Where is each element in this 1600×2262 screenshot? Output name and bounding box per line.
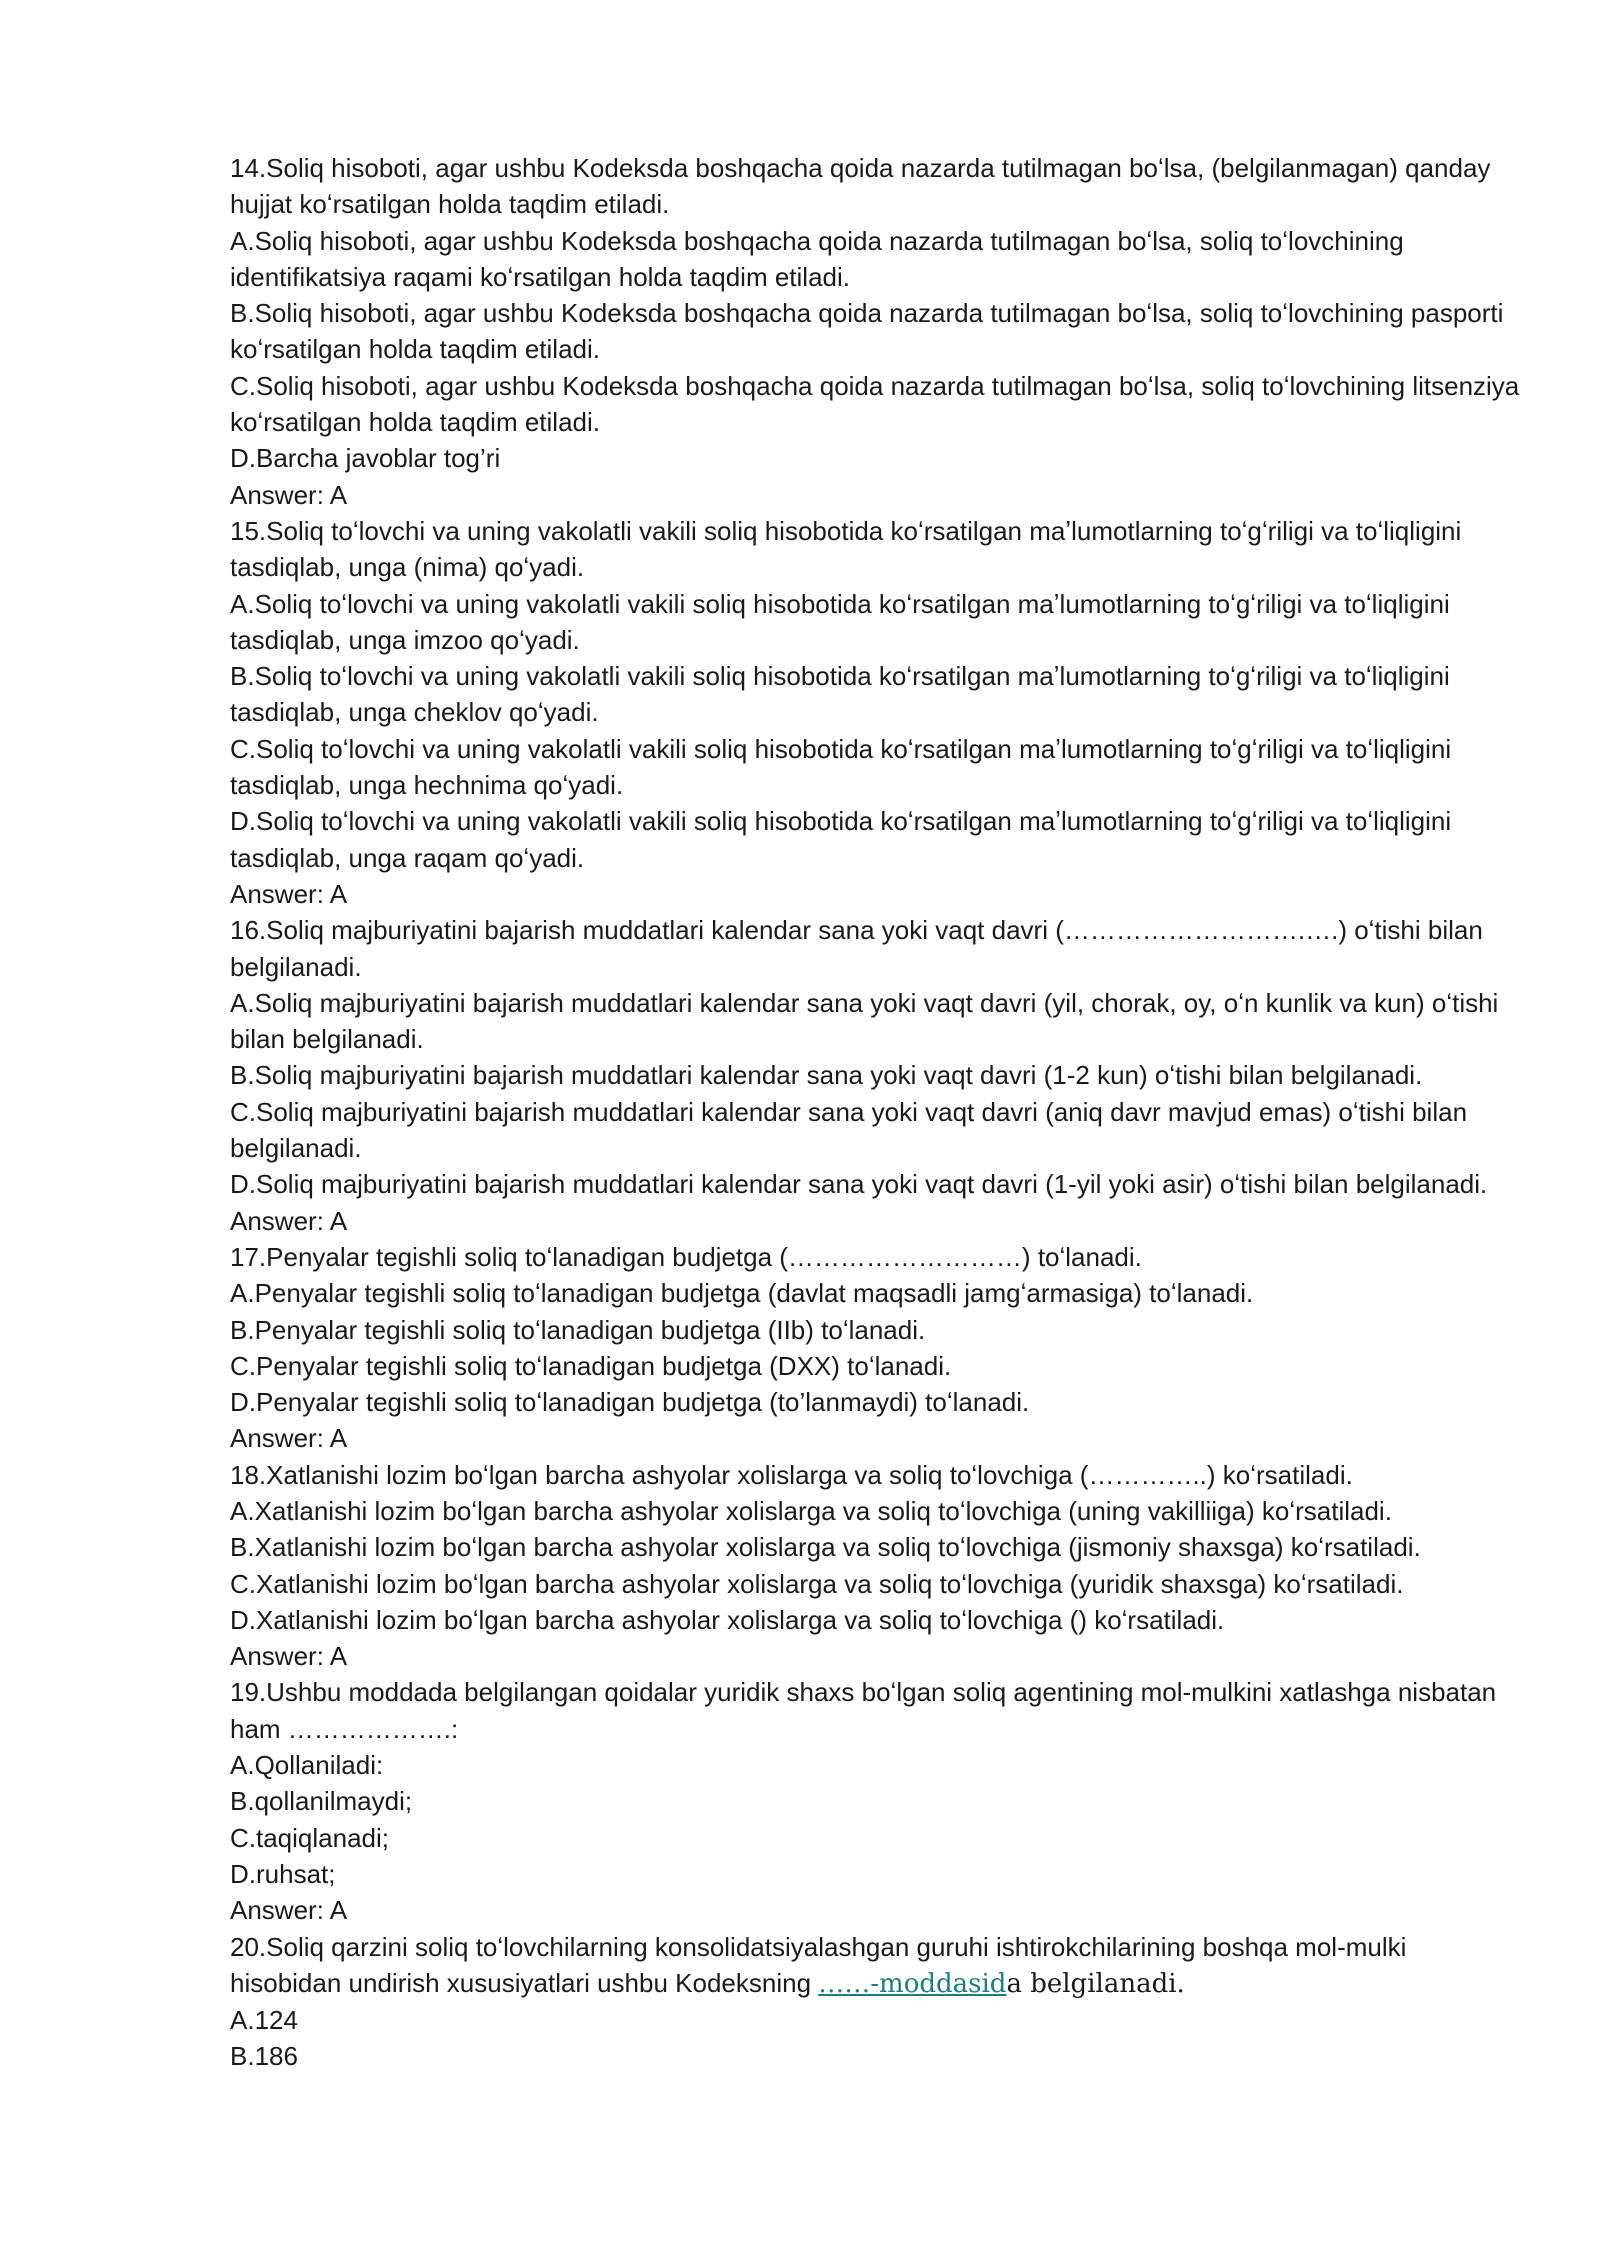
question-block-18 xyxy=(230,1457,1520,1675)
option-c: C.taqiqlanadi; xyxy=(230,1822,389,1853)
option-a: A.124 xyxy=(230,2005,298,2036)
option-d: D.Barcha javoblar tog’ri xyxy=(230,443,501,474)
question-block-17 xyxy=(230,1239,1520,1457)
document-page xyxy=(230,150,1520,2075)
answer: Answer: A xyxy=(230,878,348,909)
option-d: D.ruhsat; xyxy=(230,1858,336,1889)
option-a: A.Soliq majburiyatini bajarish muddatlari kalendar sana yoki vaqt davri (yil, chorak, oy, oʻn kunlik va kun) oʻtishi bilan belgilanadi. xyxy=(230,987,1499,1055)
option-a: A.Soliq hisoboti, agar ushbu Kodeksda boshqacha qoida nazarda tutilmagan boʻlsa, soliq toʻlovchining identifikatsiya raqami koʻrsatilgan holda taqdim etiladi. xyxy=(230,225,1404,292)
option-b: B.Penyalar tegishli soliq toʻlanadigan budjetga (IIb) toʻlanadi. xyxy=(230,1314,926,1345)
question-text: 14.Soliq hisoboti, agar ushbu Kodeksda boshqacha qoida nazarda tutilmagan boʻlsa, (belgilanmagan) qanday hujjat koʻrsatilgan holda taqdim etiladi. xyxy=(230,153,1491,220)
answer: Answer: A xyxy=(230,1641,348,1672)
option-a: A.Soliq toʻlovchi va uning vakolatli vakili soliq hisobotida koʻrsatilgan maʼlumotlarning toʻgʻriligi va toʻliqligini tasdiqlab, unga imzoo qoʻyadi. xyxy=(230,588,1450,655)
question-text-end: a belgilanadi. xyxy=(1006,1968,1185,1999)
question-text: 16.Soliq majburiyatini bajarish muddatlari kalendar sana yoki vaqt davri (……………………….….) oʻtishi bilan belgilanadi. xyxy=(230,915,1483,982)
answer: Answer: A xyxy=(230,479,348,510)
question-text xyxy=(230,1929,1520,2003)
option-b: B.qollanilmaydi; xyxy=(230,1786,413,1817)
question-block-19 xyxy=(230,1674,1520,1928)
option-d: D.Penyalar tegishli soliq toʻlanadigan budjetga (to’lanmaydi) toʻlanadi. xyxy=(230,1387,1030,1418)
question-text: 17.Penyalar tegishli soliq toʻlanadigan budjetga (………………………) toʻlanadi. xyxy=(230,1241,1142,1272)
question-block-15 xyxy=(230,513,1520,912)
option-c: C.Soliq hisoboti, agar ushbu Kodeksda boshqacha qoida nazarda tutilmagan boʻlsa, soliq toʻlovchining litsenziya koʻrsatilgan holda taqdim etiladi. xyxy=(230,370,1520,438)
option-c: C.Penyalar tegishli soliq toʻlanadigan budjetga (DXX) toʻlanadi. xyxy=(230,1350,952,1381)
question-text: 19.Ushbu moddada belgilangan qoidalar yuridik shaxs boʻlgan soliq agentining mol-mulkini xatlashga nisbatan ham ……………….: xyxy=(230,1677,1497,1744)
option-b: B.Soliq majburiyatini bajarish muddatlari kalendar sana yoki vaqt davri (1-2 kun) oʻtishi bilan belgilanadi. xyxy=(230,1060,1423,1091)
question-block-14 xyxy=(230,150,1520,513)
option-d: D.Soliq majburiyatini bajarish muddatlari kalendar sana yoki vaqt davri (1-yil yoki asir) oʻtishi bilan belgilanadi. xyxy=(230,1169,1488,1200)
question-text: 15.Soliq toʻlovchi va uning vakolatli vakili soliq hisobotida koʻrsatilgan maʼlumotlarning toʻgʻriligi va toʻliqligini tasdiqlab, unga (nima) qoʻyadi. xyxy=(230,515,1462,583)
question-block-20 xyxy=(230,1929,1520,2075)
option-c: C.Soliq majburiyatini bajarish muddatlari kalendar sana yoki vaqt davri (aniq davr mavjud emas) oʻtishi bilan belgilanadi. xyxy=(230,1096,1468,1164)
option-a: A.Penyalar tegishli soliq toʻlanadigan budjetga (davlat maqsadli jamgʻarmasiga) toʻlanadi. xyxy=(230,1278,1254,1309)
option-b: B.Soliq toʻlovchi va uning vakolatli vakili soliq hisobotida koʻrsatilgan maʼlumotlarning toʻgʻriligi va toʻliqligini tasdiqlab, unga cheklov qoʻyadi. xyxy=(230,661,1450,728)
option-b: B.Xatlanishi lozim boʻlgan barcha ashyolar xolislarga va soliq toʻlovchiga (jismoniy shaxsga) koʻrsatiladi. xyxy=(230,1532,1421,1563)
question-text: 18.Xatlanishi lozim boʻlgan barcha ashyolar xolislarga va soliq toʻlovchiga (…………..) koʻrsatiladi. xyxy=(230,1459,1353,1490)
option-b: B.Soliq hisoboti, agar ushbu Kodeksda boshqacha qoida nazarda tutilmagan boʻlsa, soliq toʻlovchining pasporti koʻrsatilgan holda taqdim etiladi. xyxy=(230,298,1504,365)
answer: Answer: A xyxy=(230,1895,348,1926)
option-c: C.Xatlanishi lozim boʻlgan barcha ashyolar xolislarga va soliq toʻlovchiga (yuridik shaxsga) koʻrsatiladi. xyxy=(230,1568,1404,1599)
answer: Answer: A xyxy=(230,1423,348,1454)
option-b: B.186 xyxy=(230,2041,298,2072)
option-c: C.Soliq toʻlovchi va uning vakolatli vakili soliq hisobotida koʻrsatilgan maʼlumotlarning toʻgʻriligi va toʻliqligini tasdiqlab, unga hechnima qoʻyadi. xyxy=(230,733,1452,801)
option-a: A.Xatlanishi lozim boʻlgan barcha ashyolar xolislarga va soliq toʻlovchiga (uning vakilliiga) koʻrsatiladi. xyxy=(230,1495,1392,1526)
question-text-start: 20.Soliq qarzini soliq toʻlovchilarning konsolidatsiyalashgan guruhi ishtirokchilarining boshqa mol-mulki hisobidan undirish xususiyatlari ushbu Kodeksning xyxy=(230,1931,1407,1998)
option-a: A.Qollaniladi: xyxy=(230,1750,384,1781)
question-block-16 xyxy=(230,912,1520,1239)
answer: Answer: A xyxy=(230,1205,348,1236)
article-link[interactable]: ……-moddasid xyxy=(818,1968,1007,1999)
option-d: D.Soliq toʻlovchi va uning vakolatli vakili soliq hisobotida koʻrsatilgan maʼlumotlarning toʻgʻriligi va toʻliqligini tasdiqlab, unga raqam qoʻyadi. xyxy=(230,806,1452,873)
option-d: D.Xatlanishi lozim boʻlgan barcha ashyolar xolislarga va soliq toʻlovchiga () koʻrsatiladi. xyxy=(230,1604,1225,1635)
